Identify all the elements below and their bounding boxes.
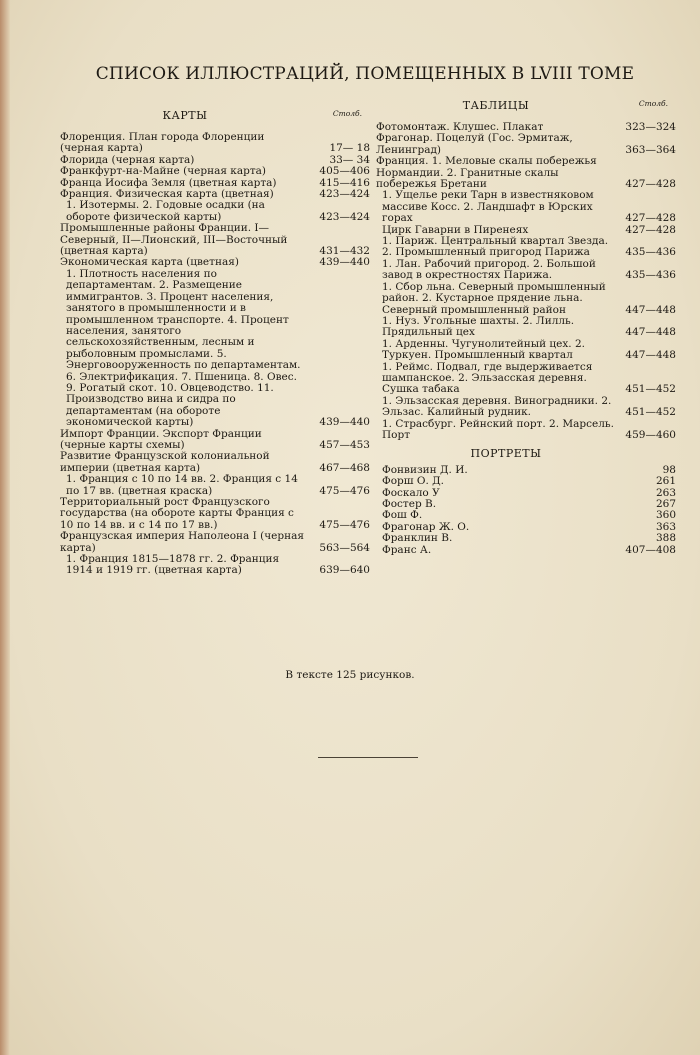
- map-entry-title: Флорида (черная карта): [60, 153, 195, 166]
- map-entry-columns: 405—406: [319, 165, 370, 178]
- table-entry-columns: 323—324: [625, 121, 676, 133]
- map-entry: [60, 531, 370, 554]
- divider-rule: [318, 757, 418, 758]
- table-entry-title: 1. Страсбург. Рейнский порт. 2. Марсель. Порт: [382, 417, 614, 441]
- map-entry-title: 1. Франция с 10 по 14 вв. 2. Франция с 14 по 17 вв. (цветная краска): [66, 473, 298, 497]
- portrait-name: Фош Ф.: [382, 509, 423, 522]
- map-entry-columns: 33— 34: [329, 153, 370, 166]
- portrait-column: 363: [655, 520, 676, 533]
- table-entry-columns: 459—460: [625, 428, 676, 441]
- map-entry: [60, 132, 370, 155]
- map-entry: [60, 497, 370, 531]
- table-entry: [376, 362, 676, 396]
- portrait-name: Фонвизин Д. И.: [382, 463, 468, 476]
- maps-list: [60, 132, 370, 577]
- tables-header: [376, 100, 676, 116]
- map-entry-columns: 563—564: [319, 541, 370, 554]
- maps-column-heading: Столб.: [332, 109, 362, 118]
- table-entry: [376, 236, 676, 259]
- table-entry-columns: 447—448: [625, 326, 676, 339]
- map-entry-title: Экономическая карта (цветная): [60, 256, 239, 269]
- map-entry: [60, 554, 370, 577]
- table-entry-columns: 451—452: [625, 406, 676, 419]
- portrait-column: 261: [655, 475, 676, 488]
- page-edge: [0, 0, 10, 1055]
- map-entry-title: Импорт Франции. Экспорт Франции (черные карты схемы): [60, 427, 262, 451]
- tables-list: [376, 122, 676, 441]
- portrait-column: 407—408: [625, 543, 676, 556]
- portrait-name: Фрагонар Ж. О.: [382, 520, 470, 533]
- maps-column: [60, 110, 370, 577]
- table-entry-title: Цирк Гаварни в Пиренеях: [382, 223, 529, 236]
- portrait-column: 263: [655, 486, 676, 499]
- map-entry-columns: 639—640: [319, 564, 370, 577]
- map-entry-columns: 475—476: [319, 484, 370, 497]
- portrait-name: Форш О. Д.: [382, 475, 445, 488]
- portrait-column: 98: [662, 463, 676, 476]
- table-entry: [376, 156, 676, 190]
- table-entry-columns: 427—428: [625, 178, 676, 191]
- map-entry-columns: 423—424: [319, 210, 370, 223]
- portraits-list: [376, 465, 676, 556]
- portrait-entry: [376, 476, 676, 487]
- map-entry-columns: 17— 18: [329, 142, 370, 155]
- table-entry-columns: 427—428: [625, 212, 676, 225]
- map-entry: [60, 474, 370, 497]
- table-entry-title: Франция. 1. Меловые скалы побережья Нормандии. 2. Гранитные скалы побережья Бретани: [376, 155, 597, 191]
- map-entry-title: Флоренция. План города Флоренции (черная карта): [60, 131, 265, 155]
- table-entry-title: 1. Эльзасская деревня. Виноградники. 2. Эльзас. Калийный рудник.: [382, 394, 612, 419]
- page-title: СПИСОК ИЛЛЮСТРАЦИЙ, ПОМЕЩЕННЫХ В LVIII ТОМЕ: [95, 64, 635, 84]
- map-entry: [60, 451, 370, 474]
- map-entry-columns: 475—476: [319, 518, 370, 531]
- table-entry-columns: 447—448: [625, 349, 676, 362]
- map-entry-title: Франкфурт-на-Майне (черная карта): [60, 165, 267, 178]
- portrait-name: Франклин В.: [382, 532, 453, 545]
- table-entry: [376, 339, 676, 362]
- maps-heading: КАРТЫ: [162, 109, 208, 122]
- table-entry: [376, 396, 676, 419]
- map-entry-title: Территориальный рост Французского государства (на обороте карты Франция с 10 по 14 вв. и с 14 по 17 вв.): [60, 496, 294, 531]
- map-entry: [60, 166, 370, 177]
- figure-count-note: В тексте 125 рисунков.: [285, 669, 415, 681]
- table-entry-columns: 435—436: [625, 269, 676, 282]
- map-entry: [60, 223, 370, 257]
- portrait-entry: [376, 533, 676, 544]
- tables-column-heading: Столб.: [638, 99, 668, 108]
- map-entry-columns: 457—453: [319, 438, 370, 451]
- map-entry-title: 1. Франция 1815—1878 гг. 2. Франция 1914 и 1919 гг. (цветная карта): [66, 553, 280, 577]
- table-entry-title: 1. Ущелье реки Тарн в известняковом массиве Косс. 2. Ландшафт в Юрских горах: [382, 189, 594, 225]
- map-entry-title: Франца Иосифа Земля (цветная карта): [60, 176, 277, 189]
- table-entry-title: 1. Сбор льна. Северный промышленный район. 2. Кустарное прядение льна. Северный промышленный район: [382, 280, 606, 316]
- table-entry: [376, 190, 676, 224]
- table-entry-columns: 363—364: [625, 143, 676, 156]
- maps-header: [60, 110, 370, 126]
- tables-column: [376, 100, 676, 556]
- map-entry-columns: 467—468: [319, 461, 370, 474]
- map-entry: [60, 269, 370, 429]
- table-entry: [376, 316, 676, 339]
- table-entry-title: 1. Арденны. Чугунолитейный цех. 2. Туркуен. Промышленный квартал: [382, 337, 585, 362]
- table-entry-title: 1. Нуз. Угольные шахты. 2. Лилль. Прядильный цех: [382, 314, 575, 339]
- portrait-column: 360: [655, 509, 676, 522]
- portrait-column: 388: [655, 532, 676, 545]
- table-entry-columns: 451—452: [625, 383, 676, 396]
- map-entry-title: Франция. Физическая карта (цветная): [60, 188, 274, 201]
- portrait-name: Франс А.: [382, 543, 432, 556]
- table-entry-columns: 447—448: [625, 303, 676, 316]
- table-entry-title: 1. Париж. Центральный квартал Звезда. 2. Промышленный пригород Парижа: [382, 235, 609, 259]
- map-entry-title: Французская империя Наполеона I (черная карта): [60, 530, 304, 554]
- map-entry-columns: 423—424: [319, 188, 370, 201]
- map-entry-columns: 431—432: [319, 245, 370, 258]
- tables-heading: ТАБЛИЦЫ: [462, 99, 530, 112]
- map-entry-columns: 439—440: [319, 256, 370, 269]
- portrait-column: 267: [655, 498, 676, 510]
- table-entry: [376, 259, 676, 282]
- table-entry-columns: 427—428: [625, 223, 676, 236]
- table-entry: [376, 419, 676, 442]
- map-entry-columns: 415—416: [319, 176, 370, 189]
- table-entry: [376, 282, 676, 316]
- portrait-entry: [376, 545, 676, 556]
- map-entry-title: Промышленные районы Франции. I—Северный, II—Лионский, III—Восточный (цветная карта): [60, 222, 288, 258]
- map-entry-title: 1. Плотность населения по департаментам. 2. Размещение иммигрантов. 3. Процент населения, занятого в промышленности и в промышленном транспорте. 4. Процент населения, занятого сельскохозяйственным, лесным и рыболовным промыслами. 5. Энерговооруженность по департаментам. 6. Электрификация. 7. Пшеница. 8. Овес. 9. Рогатый скот. 10. Овцеводство. 11. Производство вина и сидра по департаментам (на обороте экономической карты): [66, 267, 301, 429]
- portrait-name: Фостер В.: [382, 498, 437, 510]
- map-entry-title: Развитие Французской колониальной империи (цветная карта): [60, 450, 270, 474]
- table-entry-title: 1. Лан. Рабочий пригород. 2. Большой завод в окрестностях Парижа.: [382, 257, 596, 282]
- table-entry-title: 1. Реймс. Подвал, где выдерживается шампанское. 2. Эльзасская деревня. Сушка табака: [382, 360, 593, 396]
- table-entry-title: Фрагонар. Поцелуй (Гос. Эрмитаж, Ленинград): [376, 132, 573, 156]
- portraits-heading: ПОРТРЕТЫ: [470, 447, 542, 461]
- table-entry-title: Фотомонтаж. Клушес. Плакат: [376, 121, 544, 133]
- table-entry: [376, 133, 676, 156]
- table-entry-columns: 435—436: [625, 246, 676, 259]
- portrait-name: Фоскало У: [382, 486, 440, 499]
- map-entry: [60, 429, 370, 452]
- map-entry-title: 1. Изотермы. 2. Годовые осадки (на обороте физической карты): [66, 199, 265, 223]
- map-entry: [60, 200, 370, 223]
- map-entry-columns: 439—440: [319, 416, 370, 429]
